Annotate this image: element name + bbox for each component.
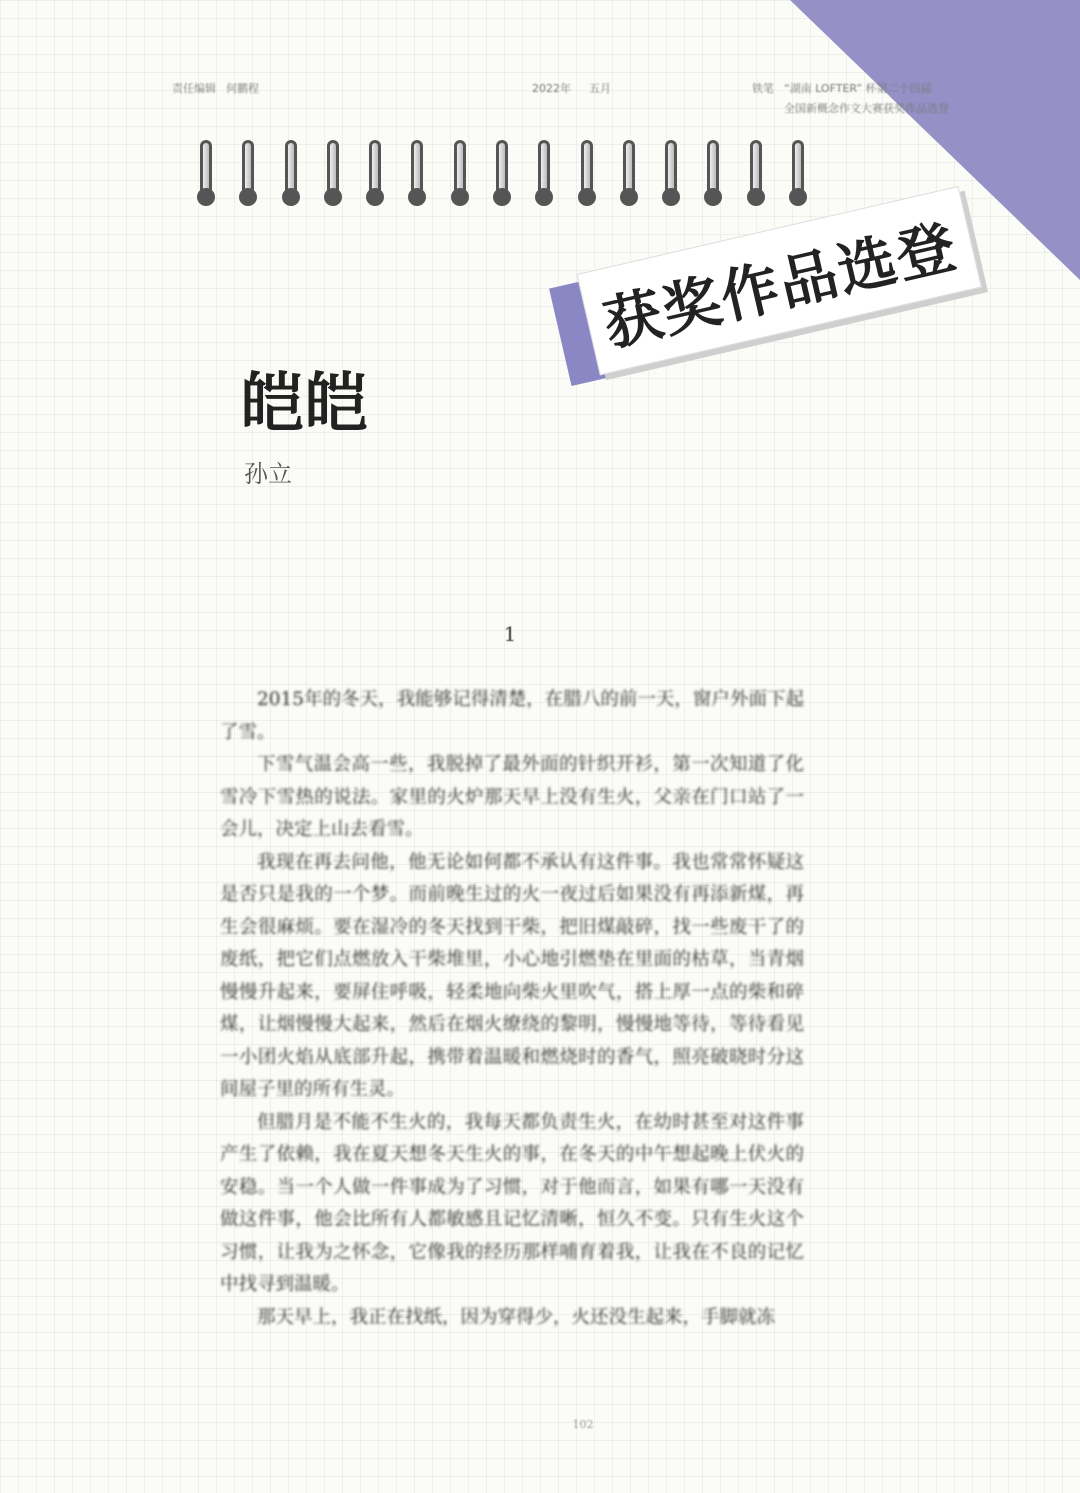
section-number: 1: [503, 622, 517, 646]
spiral-binding: [194, 140, 810, 212]
article-author: 孙立: [244, 460, 292, 488]
article-body: [220, 684, 804, 1334]
spiral-ring: [575, 140, 599, 212]
paragraph: 但腊月是不能不生火的，我每天都负责生火，在幼时甚至对这件事产生了依赖，我在夏天想冬天生火的事，在冬天的中午想起晚上伏火的安稳。当一个人做一件事成为了习惯，对于他而言，如果有哪一天没有做这件事，他会比所有人都敏感且记忆清晰，恒久不变。只有生火这个习惯，让我为之怀念，它像我的经历那样哺育着我，让我在不良的记忆中找寻到温暖。: [220, 1111, 804, 1295]
award-banner: [547, 184, 991, 388]
spiral-ring: [321, 140, 345, 212]
column-label: 铁笔: [752, 82, 774, 95]
spiral-ring: [448, 140, 472, 212]
article-title: 皑皑: [240, 367, 368, 441]
spiral-ring: [279, 140, 303, 212]
paragraph: 我现在再去问他，他无论如何都不承认有这件事。我也常常怀疑这是否只是我的一个梦。而前晚生过的火一夜过后如果没有再添新煤，再生会很麻烦。要在湿冷的冬天找到干柴，把旧煤敲碎，找一些废干了的废纸，把它们点燃放入干柴堆里，小心地引燃垫在里面的枯草，当青烟慢慢升起来，要屏住呼吸，轻柔地向柴火里吹气，搭上厚一点的柴和碎煤，让烟慢慢大起来，然后在烟火缭绕的黎明，慢慢地等待，等待看见一小团火焰从底部升起，携带着温暖和燃烧时的香气，照亮破晓时分这间屋子里的所有生灵。: [220, 851, 804, 1100]
editor-label: 责任编辑: [172, 82, 216, 95]
spiral-ring: [236, 140, 260, 212]
paragraph: 2015年的冬天，我能够记得清楚，在腊八的前一天，窗户外面下起了雪。: [220, 689, 804, 743]
spiral-ring: [532, 140, 556, 212]
spiral-ring: [744, 140, 768, 212]
paragraph: 下雪气温会高一些，我脱掉了最外面的针织开衫，第一次知道了化雪冷下雪热的说法。家里的火炉那天早上没有生火，父亲在门口站了一会儿，决定上山去看雪。: [220, 754, 804, 840]
running-head-editor: [172, 80, 259, 96]
spiral-ring: [786, 140, 810, 212]
spiral-ring: [363, 140, 387, 212]
running-head-column: [752, 80, 949, 116]
paragraph: 那天早上，我正在找纸，因为穿得少，火还没生起来，手脚就冻: [257, 1306, 776, 1328]
running-head-issue: [532, 80, 611, 96]
editor-name: 何鹏程: [226, 82, 259, 95]
spiral-ring: [659, 140, 683, 212]
banner-label: 获奖作品选登: [597, 211, 964, 360]
spiral-ring: [701, 140, 725, 212]
spiral-ring: [617, 140, 641, 212]
issue-year: 2022年: [532, 82, 571, 95]
issue-month: 五月: [589, 82, 611, 95]
column-line-1: “湖南 LOFTER” 杯第二十四届: [784, 82, 932, 95]
banner-card: [576, 186, 981, 376]
page-number: 102: [572, 1418, 594, 1431]
column-line-2: 全国新概念作文大赛获奖作品选登: [784, 102, 949, 115]
spiral-ring: [490, 140, 514, 212]
spiral-ring: [405, 140, 429, 212]
spiral-ring: [194, 140, 218, 212]
